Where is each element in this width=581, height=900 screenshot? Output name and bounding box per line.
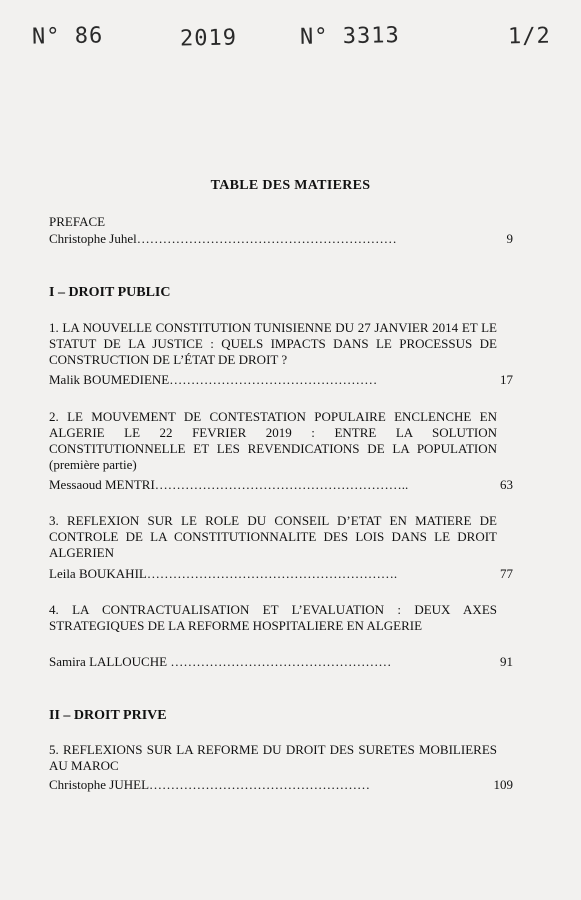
preface-label: PREFACE xyxy=(49,214,106,229)
toc-entry-3 xyxy=(49,513,497,561)
handwritten-fraction: 1/2 xyxy=(507,23,551,50)
entry-author: Samira LALLOUCHE …………………………………………… xyxy=(49,654,392,669)
toc-entry-1 xyxy=(49,320,497,368)
entry-author: Malik BOUMEDIENE………………………………………… xyxy=(49,372,378,387)
entry-page: 77 xyxy=(500,566,513,581)
toc-title: TABLE DES MATIERES xyxy=(210,178,371,193)
handwritten-ref: N° 86 xyxy=(31,23,104,50)
section-heading-private: II – DROIT PRIVE xyxy=(49,708,167,723)
entry-title: 2. LE MOUVEMENT DE CONTESTATION POPULAIRE ENCLENCHE EN ALGERIE LE 22 FEVRIER 2019 : ENTRE LA SOLUTION CONSTITUTIONNELLE ET LES REVENDICATIONS DE LA POPULATION (première partie) xyxy=(49,409,497,472)
entry-title: 5. REFLEXIONS SUR LA REFORME DU DROIT DES SURETES MOBILIERES AU MAROC xyxy=(49,742,497,773)
entry-page: 91 xyxy=(500,654,513,669)
entry-title: 4. LA CONTRACTUALISATION ET L’EVALUATION : DEUX AXES STRATEGIQUES DE LA REFORME HOSPITALIERE EN ALGERIE xyxy=(49,602,497,633)
preface-author: Christophe Juhel…………………………………………………… xyxy=(49,231,397,246)
toc-entry-5 xyxy=(49,742,497,774)
handwritten-number: N° 3313 xyxy=(299,23,400,50)
handwritten-year: 2019 xyxy=(179,25,238,52)
bleed-through-text xyxy=(110,120,113,135)
entry-page: 17 xyxy=(500,372,513,387)
toc-entry-2 xyxy=(49,409,497,473)
toc-entry-4 xyxy=(49,602,497,634)
preface-page: 9 xyxy=(506,231,513,246)
entry-page: 63 xyxy=(500,477,513,492)
entry-title: 1. LA NOUVELLE CONSTITUTION TUNISIENNE DU 27 JANVIER 2014 ET LE STATUT DE LA JUSTICE : QUELS IMPACTS DANS LE PROCESSUS DE CONSTRUCTION DE L’ÉTAT DE DROIT ? xyxy=(49,320,497,367)
section-heading-public: I – DROIT PUBLIC xyxy=(49,285,171,300)
entry-title: 3. REFLEXION SUR LE ROLE DU CONSEIL D’ETAT EN MATIERE DE CONTROLE DE LA CONSTITUTIONNALITE DES LOIS DANS LE DROIT ALGERIEN xyxy=(49,513,497,560)
entry-author: Messaoud MENTRI………………………………………………….. xyxy=(49,477,409,492)
entry-page: 109 xyxy=(493,777,513,792)
entry-author: Leila BOUKAHIL…………………………………………………. xyxy=(49,566,398,581)
entry-author: Christophe JUHEL…………………………………………… xyxy=(49,777,371,792)
